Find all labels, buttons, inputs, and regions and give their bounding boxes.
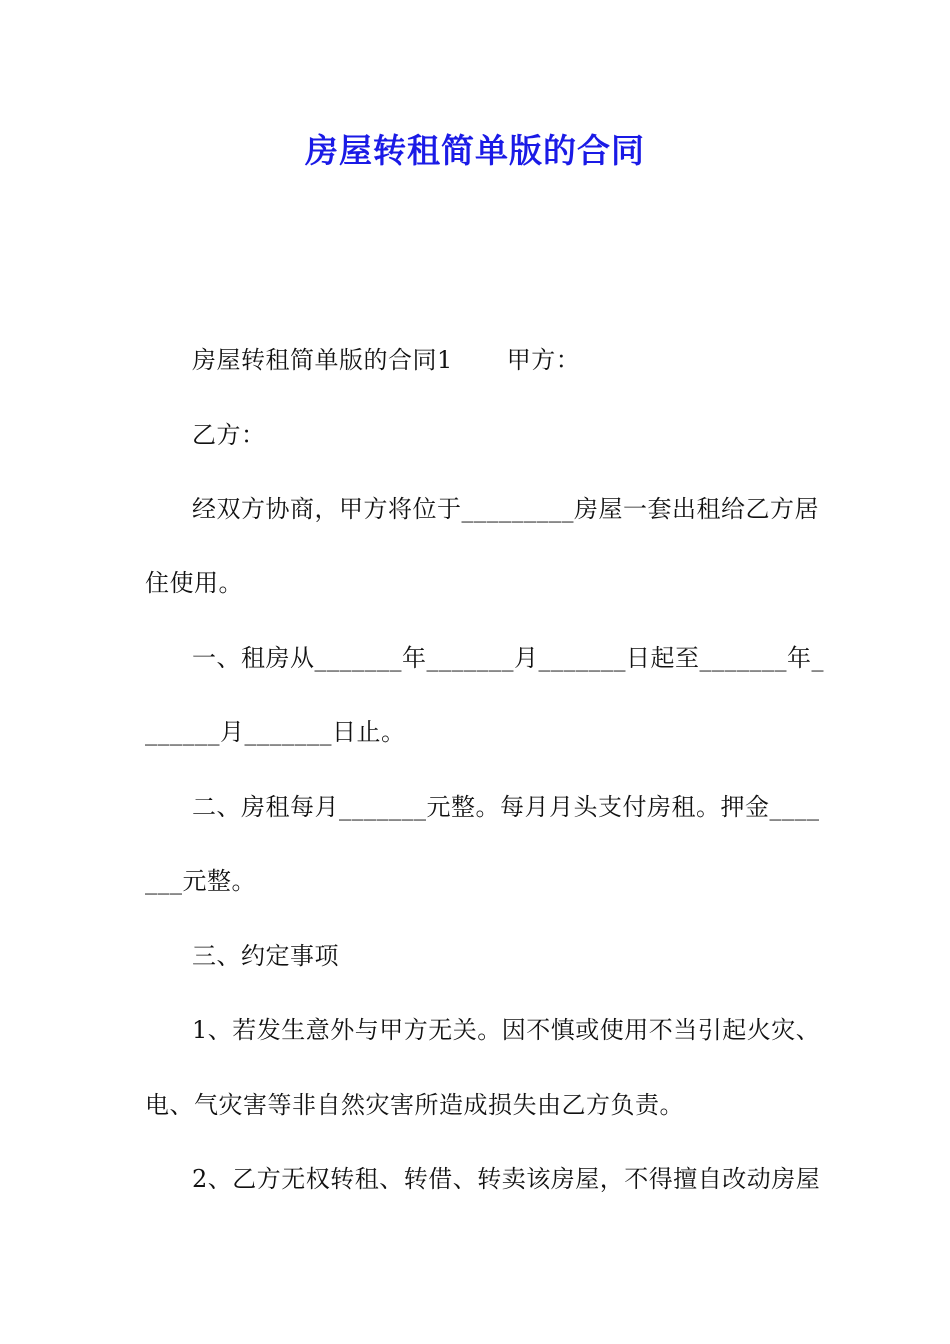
party-a-label: 甲方： [506, 346, 581, 374]
clause-1-line: ______月_______日止。 [145, 718, 406, 746]
item-2-line: 2、乙方无权转租、转借、转卖该房屋，不得擅自改动房屋 [192, 1165, 821, 1193]
contract-heading-line [192, 343, 580, 377]
contract-subtitle: 房屋转租简单版的合同1 [192, 346, 453, 374]
document-title: 房屋转租简单版的合同 [305, 131, 645, 170]
paragraph-line: 住使用。 [145, 569, 243, 597]
clause-2-line: ___元整。 [145, 867, 256, 895]
paragraph-line: 经双方协商，甲方将位于_________房屋一套出租给乙方居 [192, 495, 819, 523]
item-1-line: 电、气灾害等非自然灾害所造成损失由乙方负责。 [145, 1091, 684, 1119]
party-b-label: 乙方： [192, 421, 266, 449]
item-1-line: 1、若发生意外与甲方无关。因不慎或使用不当引起火灾、 [192, 1016, 821, 1044]
section-heading: 三、约定事项 [192, 942, 339, 970]
clause-1-line: 一、租房从_______年_______月_______日起至_______年_ [192, 644, 824, 672]
clause-2-line: 二、房租每月_______元整。每月月头支付房租。押金____ [192, 793, 820, 821]
